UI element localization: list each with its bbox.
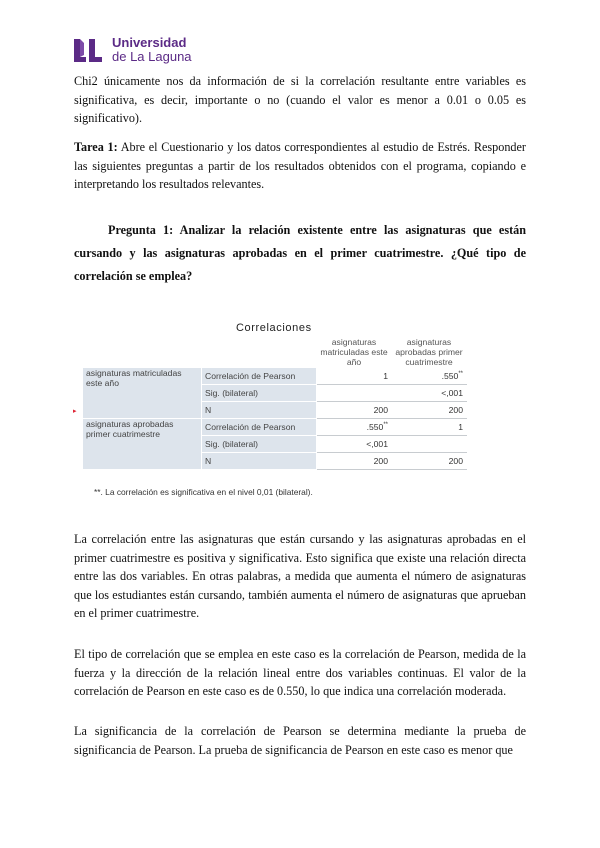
stat-label: Sig. (bilateral) bbox=[202, 436, 317, 453]
task-label: Tarea 1: bbox=[74, 140, 118, 154]
stat-label: Correlación de Pearson bbox=[202, 368, 317, 385]
table-cell: 200 bbox=[392, 402, 467, 419]
row-marker-icon: ▸ bbox=[73, 407, 77, 415]
table-cell: 200 bbox=[317, 453, 392, 470]
table-cell bbox=[392, 368, 467, 385]
paragraph-1: La correlación entre las asignaturas que están cursando y las asignaturas aprobadas en el primer cuatrimestre es positiva y significativa. Esto significa que existe una relación directa entre las dos variables. En otras palabras, a medida que aumenta el número de asignaturas que los estudiantes están cursando, también aumenta el número de asignaturas que aprueban en el primer cuatrimestre. bbox=[74, 532, 526, 620]
table-cell bbox=[392, 436, 467, 453]
significance-mark: ** bbox=[383, 422, 388, 428]
task-paragraph bbox=[74, 138, 526, 194]
logo-text bbox=[112, 36, 192, 64]
stat-label: N bbox=[202, 453, 317, 470]
university-logo bbox=[72, 36, 192, 64]
row-label-matriculadas: asignaturas matriculadas este año bbox=[83, 368, 202, 419]
table-row bbox=[83, 368, 467, 385]
table-cell: 200 bbox=[317, 402, 392, 419]
table-title: Correlaciones bbox=[236, 322, 312, 334]
cell-value: .550 bbox=[441, 371, 459, 381]
table-cell bbox=[317, 385, 392, 402]
cell-value: .550 bbox=[366, 422, 384, 432]
intro-paragraph: Chi2 únicamente nos da información de si la correlación resultante entre variables es significativa, es decir, importante o no (cuando el valor es menor a 0.01 o 0.05 es significativo). bbox=[74, 74, 526, 125]
table-header-row bbox=[83, 337, 467, 368]
stat-label: N bbox=[202, 402, 317, 419]
question-heading bbox=[74, 219, 526, 288]
table-cell: 1 bbox=[392, 419, 467, 436]
table-cell: 1 bbox=[317, 368, 392, 385]
table-cell: <,001 bbox=[392, 385, 467, 402]
logo-line1: Universidad bbox=[112, 35, 187, 50]
table-cell bbox=[317, 419, 392, 436]
question-text: Pregunta 1: Analizar la relación existente entre las asignaturas que están cursando y las asignaturas aprobadas en el primer cuatrimestre. ¿Qué tipo de correlación se emplea? bbox=[74, 223, 526, 283]
stat-label: Correlación de Pearson bbox=[202, 419, 317, 436]
logo-line2: de La Laguna bbox=[112, 49, 192, 64]
ull-logo-icon bbox=[72, 37, 104, 63]
table-footnote: **. La correlación es significativa en el nivel 0,01 (bilateral). bbox=[94, 487, 313, 497]
task-text: Abre el Cuestionario y los datos correspondientes al estudio de Estrés. Responder las siguientes preguntas a partir de los resultados obtenidos con el programa, copiando e interpretando los resultados relevantes. bbox=[74, 140, 526, 191]
paragraph-2: El tipo de correlación que se emplea en este caso es la correlación de Pearson, medida de la fuerza y la dirección de la relación lineal entre dos variables continuas. El valor de la correlación de Pearson en este caso es de 0.550, lo que indica una correlación moderada. bbox=[74, 647, 526, 698]
significance-mark: ** bbox=[458, 371, 463, 377]
row-label-aprobadas: asignaturas aprobadas primer cuatrimestre bbox=[83, 419, 202, 470]
table-cell: 200 bbox=[392, 453, 467, 470]
paragraph-3: La significancia de la correlación de Pearson se determina mediante la prueba de significancia de Pearson. La prueba de significancia de Pearson en este caso es menor que bbox=[74, 724, 526, 757]
table-row bbox=[83, 419, 467, 436]
correlations-table bbox=[82, 336, 467, 470]
stat-label: Sig. (bilateral) bbox=[202, 385, 317, 402]
col-header-aprobadas: asignaturas aprobadas primer cuatrimestre bbox=[392, 337, 467, 368]
col-header-matriculadas: asignaturas matriculadas este año bbox=[317, 337, 392, 368]
table-cell: <,001 bbox=[317, 436, 392, 453]
